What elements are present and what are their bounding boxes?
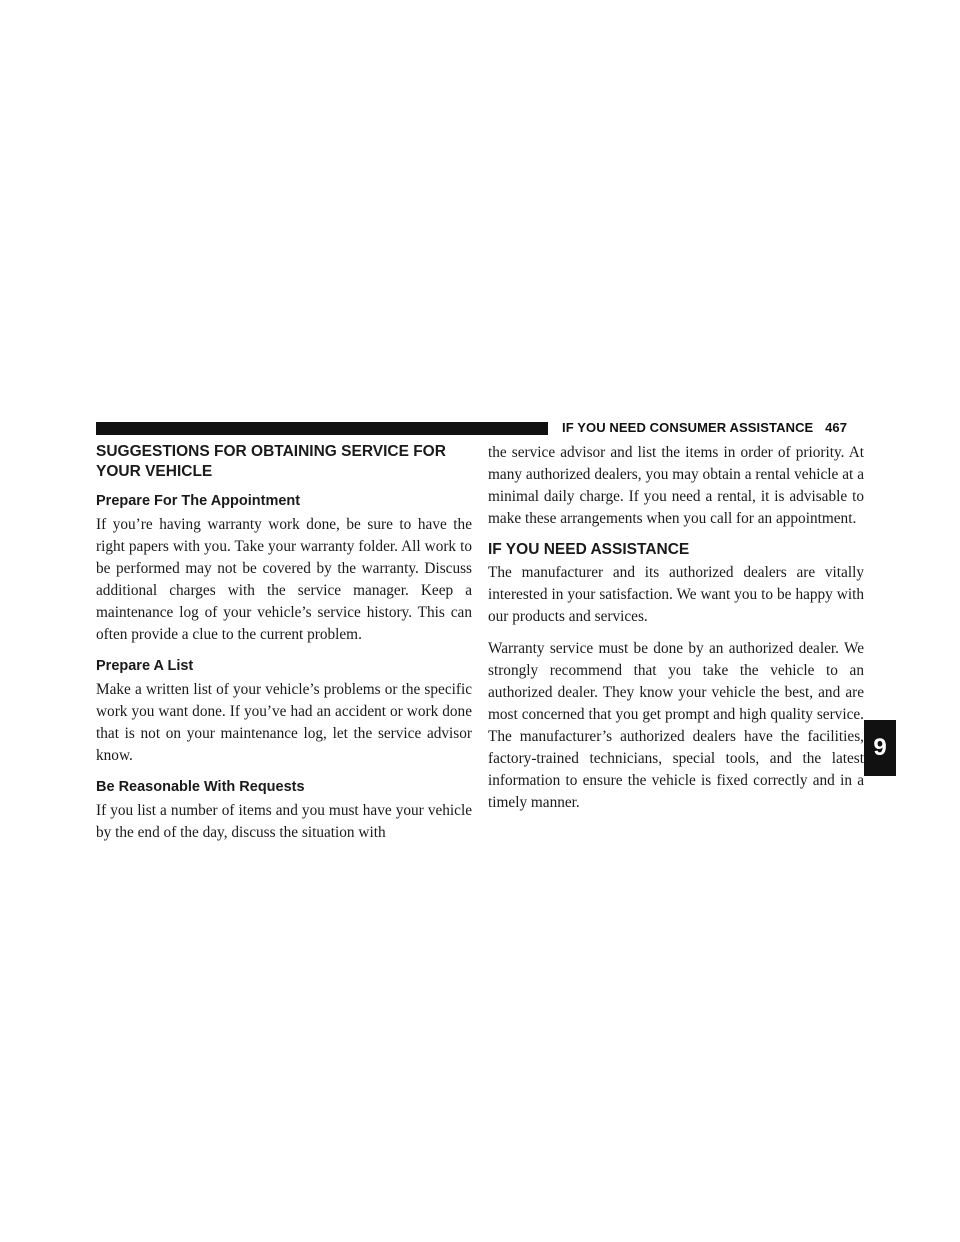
page-number: 467 [825,420,848,435]
paragraph-assistance-2: Warranty service must be done by an authorized dealer. We strongly recommend that you take the vehicle to an authorized dealer. They know your vehicle the best, and are most concerned that you get prompt and high quality service. The manufacturer’s authorized dealers have the facilities, factory-trained technicians, special tools, and the latest information to ensure the vehicle is fixed correctly and in a timely manner. [488,640,864,811]
section-title-service: SUGGESTIONS FOR OBTAINING SERVICE FOR YOUR VEHICLE [96,443,446,480]
paragraph-appointment: If you’re having warranty work done, be sure to have the right papers with you. Take your warranty folder. All work to be performed may not be covered by the warranty. Discuss additional charges with the service manager. Keep a maintenance log of your vehicle’s service history. This can often provide a clue to the current problem. [96,516,472,643]
section-title-assistance: IF YOU NEED ASSISTANCE [488,541,690,558]
subsection-title-list: Prepare A List [96,658,194,674]
subsection-title-appointment: Prepare For The Appointment [96,493,301,509]
paragraph-assistance-1: The manufacturer and its authorized dealers are vitally interested in your satisfaction. We want you to be happy with our products and services. [488,564,864,625]
paragraph-list: Make a written list of your vehicle’s problems or the specific work you want done. If you’ve had an accident or work done that is not on your maintenance log, let the service advisor know. [96,681,472,764]
header-rule [96,422,548,435]
left-column [96,442,472,854]
subsection-title-requests: Be Reasonable With Requests [96,779,305,795]
chapter-tab: 9 [864,720,896,776]
running-title: IF YOU NEED CONSUMER ASSISTANCE [562,420,814,435]
running-head [562,420,847,435]
paragraph-requests-continued: the service advisor and list the items in order of priority. At many authorized dealers, you may obtain a rental vehicle at a minimal daily charge. If you need a rental, it is advisable to make these arrangements when you call for an appointment. [488,444,864,527]
paragraph-requests: If you list a number of items and you must have your vehicle by the end of the day, discuss the situation with [96,802,472,841]
right-column [488,442,864,824]
